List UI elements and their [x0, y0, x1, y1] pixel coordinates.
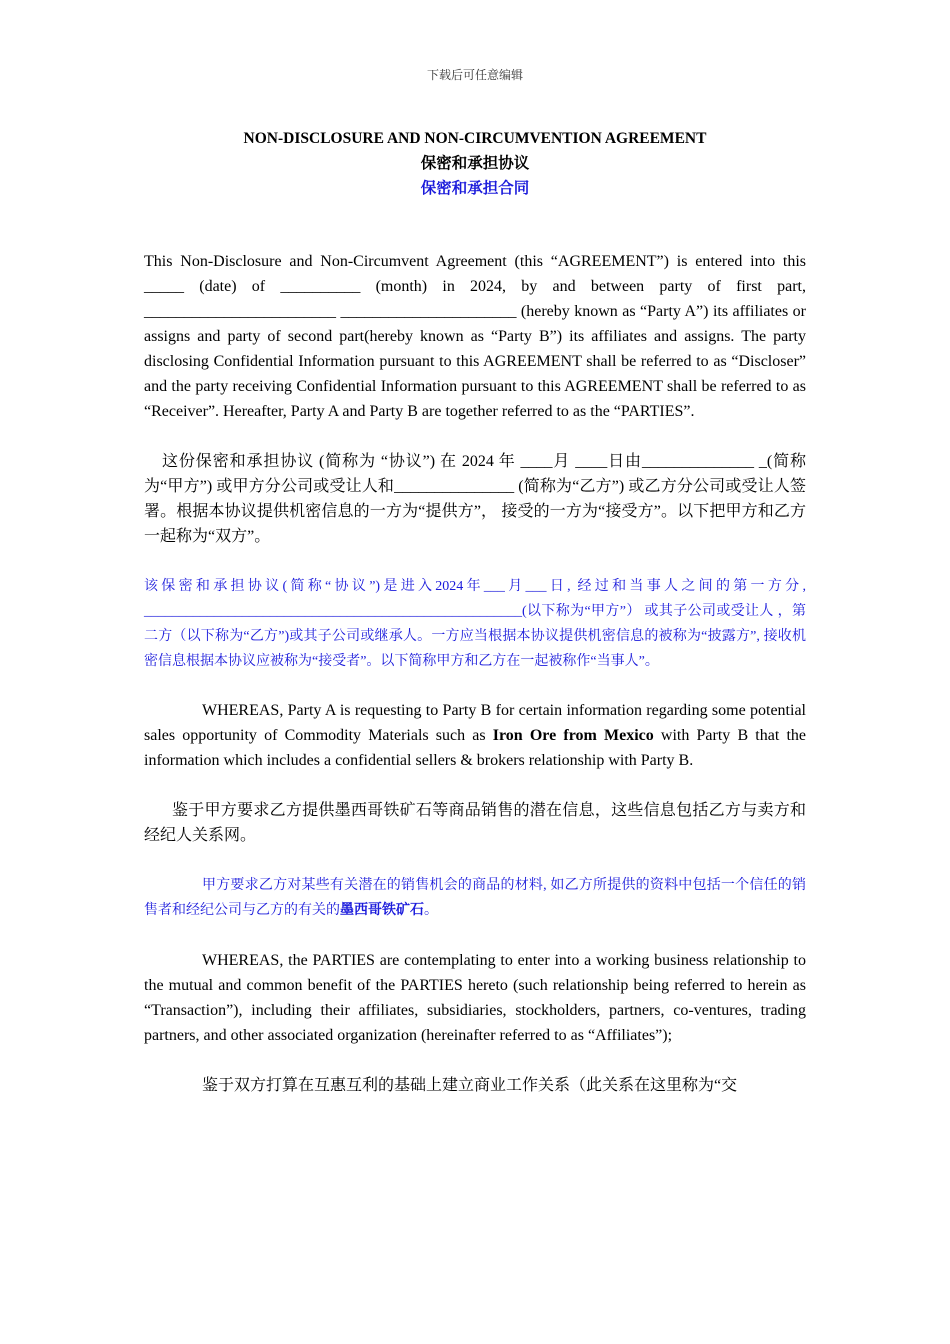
iron-ore-highlight: Iron Ore from Mexico: [492, 727, 654, 744]
title-english: NON-DISCLOSURE AND NON-CIRCUMVENTION AGREEMENT: [243, 130, 707, 147]
whereas-paragraph-1-en: WHEREAS, Party A is requesting to Party B for certain information regarding some potential sales opportunity of Commodity Materials such as Iron Ore from Mexico with Party B that the information which includes a confidential sellers & brokers relationship with Party B.: [144, 702, 807, 769]
intro-paragraph-en: This Non-Disclosure and Non-Circumvent Agreement (this “AGREEMENT”) is entered into this _____ (date) of __________ (month) in 2024, by and between party of first part, ________________________ ______________________ (hereby known as “Party A”) its affiliates or assigns and party of second part(hereby known as “Party B”) its affiliates and assigns. The party disclosing Confidential Information pursuant to this AGREEMENT shall be referred to as “Discloser” and the party receiving Confidential Information pursuant to this AGREEMENT shall be referred to as “Receiver”. Hereafter, Party A and Party B are together referred to as the “PARTIES”.: [144, 253, 806, 420]
whereas-paragraph-1-zh: 鉴于甲方要求乙方提供墨西哥铁矿石等商品销售的潜在信息，这些信息包括乙方与卖方和经纪人关系网。: [144, 802, 806, 844]
intro-paragraph-zh: 这份保密和承担协议 (简称为 “协议”) 在 2024 年 ____月 ____日由______________ _(简称为“甲方”) 或甲方分公司或受让人和_______________ (简称为“乙方”) 或乙方分公司或受让人签署。根据本协议提供机密信息的一方为“提供方”， 接受的一方为“接受方”。以下把甲方和乙方一起称为“双方”。: [144, 453, 806, 545]
document-body: [144, 249, 806, 1098]
whereas-paragraph-2-zh: 鉴于双方打算在互惠互利的基础上建立商业工作关系（此关系在这里称为“交: [202, 1077, 738, 1094]
title-chinese: 保密和承担协议: [420, 155, 530, 172]
whereas-paragraph-1-zh-alt: 甲方要求乙方对某些有关潜在的销售机会的商品的材料, 如乙方所提供的资料中包括一个信任的销售者和经纪公司与乙方的有关的墨西哥铁矿石。: [144, 878, 806, 918]
iron-ore-zh-highlight: 墨西哥铁矿石: [340, 903, 424, 918]
title-chinese-alt: 保密和承担合同: [420, 180, 530, 197]
intro-paragraph-zh-alt: 该保密和承担协议(简称“协议”)是进入2024年___月___日, 经过和当事人之间的第一方分, ______________________________________________________(以下称为“甲方”） 或其子公司或受让人 ，第二方（以下称为“乙方”)或其子公司或继承人。一方应当根据本协议提供机密信息的被称为“披露方”, 接收机密信息根据本协议应被称为“接受者”。以下简称甲方和乙方在一起被称作“当事人”。: [144, 579, 806, 669]
document-title-block: [0, 126, 950, 201]
whereas-paragraph-2-en: WHEREAS, the PARTIES are contemplating to enter into a working business relationship to the mutual and common benefit of the PARTIES hereto (such relationship being referred to herein as “Transaction”), including their affiliates, subsidiaries, stockholders, partners, co-ventures, trading partners, and other associated organization (hereinafter referred to as “Affiliates”);: [144, 952, 806, 1044]
download-note: 下载后可任意编辑: [426, 68, 523, 82]
